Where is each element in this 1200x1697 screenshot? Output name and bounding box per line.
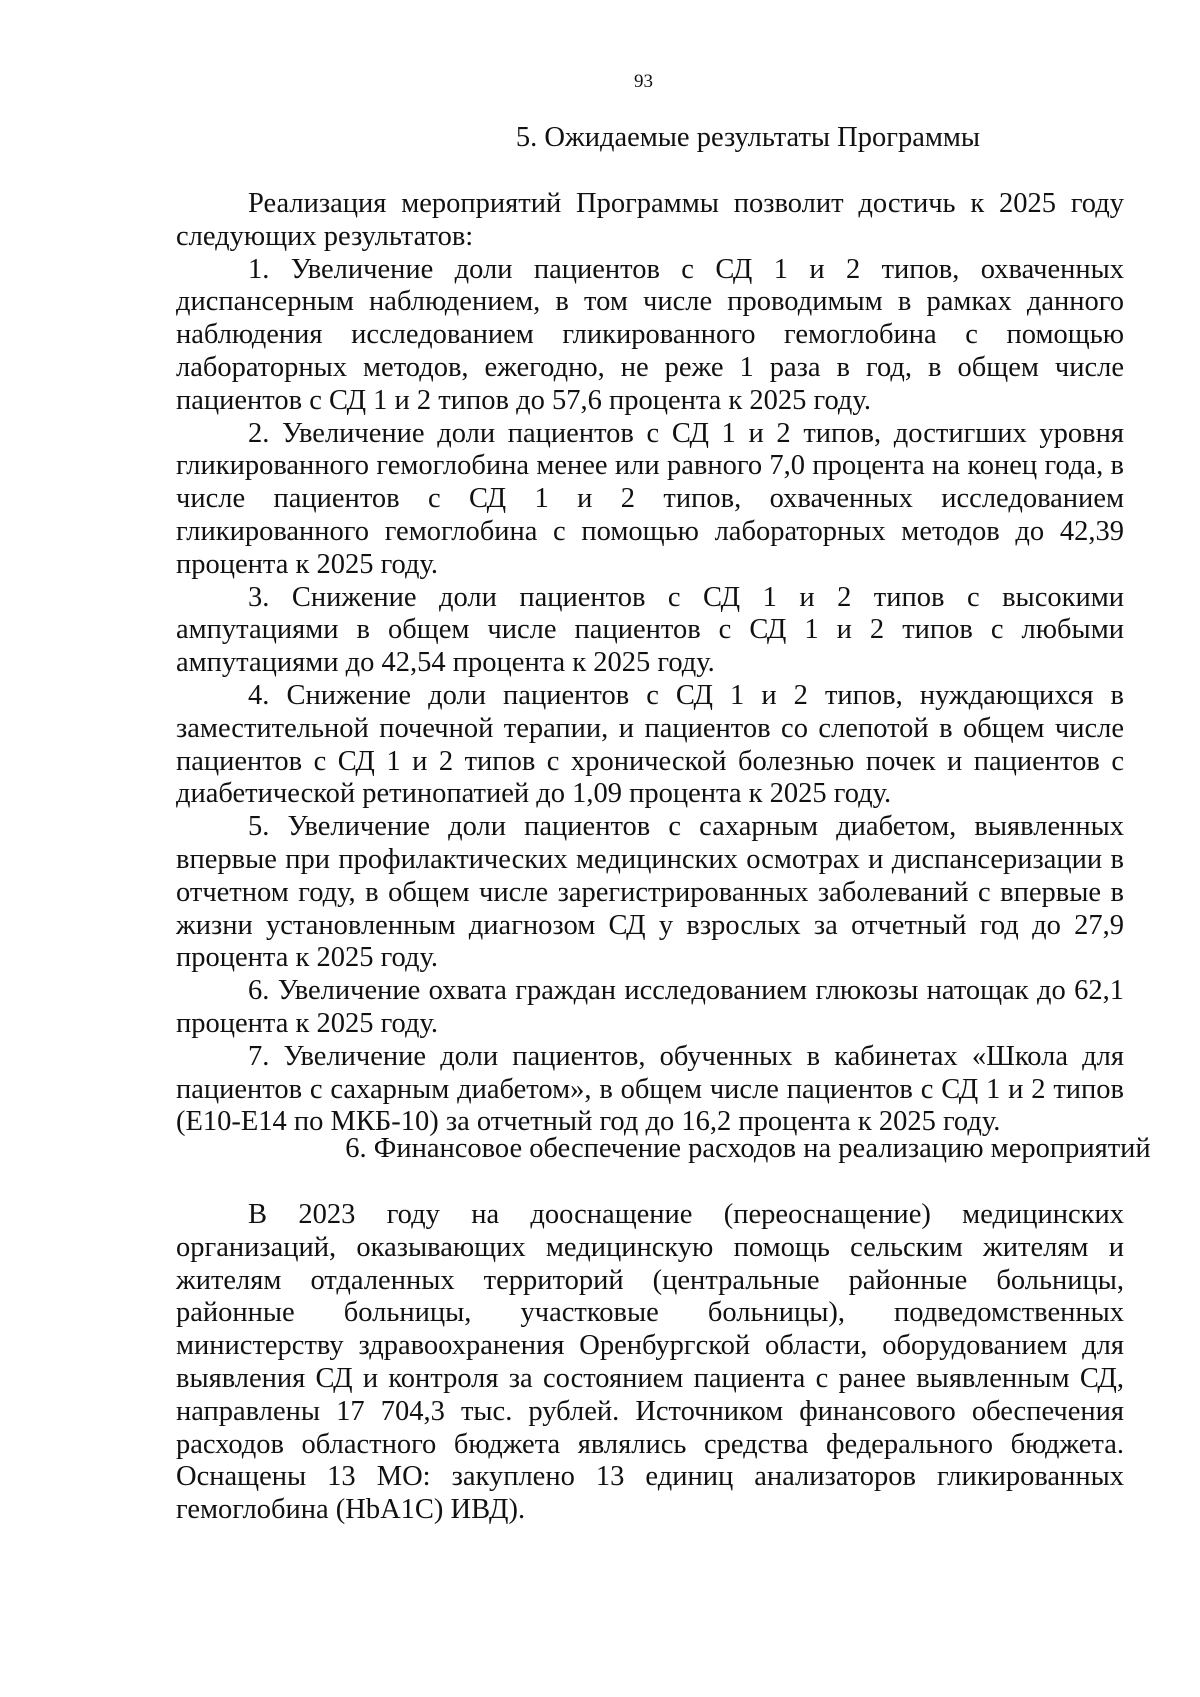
section-6-heading: 6. Финансовое обеспечение расходов на реализацию мероприятий <box>345 1133 1151 1164</box>
section-5-intro: Реализация мероприятий Программы позволит достичь к 2025 году следующих результатов: <box>176 188 1124 252</box>
section-5-heading: 5. Ожидаемые результаты Программы <box>515 122 981 153</box>
result-item-7: 7. Увеличение доли пациентов, обученных в кабинетах «Школа для пациентов с сахарным диабетом», в общем числе пациентов с СД 1 и 2 типов (Е10-Е14 по МКБ-10) за отчетный год до 16,2 процента к 2025 году. <box>176 1040 1124 1138</box>
result-item-3: 3. Снижение доли пациентов с СД 1 и 2 типов с высокими ампутациями в общем числе пациентов с СД 1 и 2 типов с любыми ампутациями до 42,54 процента к 2025 году. <box>176 581 1124 679</box>
result-item-6: 6. Увеличение охвата граждан исследованием глюкозы натощак до 62,1 процента к 2025 году. <box>176 975 1124 1039</box>
section-6-body <box>176 1199 1124 1527</box>
section-5-body <box>176 188 1124 1139</box>
result-item-4: 4. Снижение доли пациентов с СД 1 и 2 типов, нуждающихся в заместительной почечной терапии, и пациентов со слепотой в общем числе пациентов с СД 1 и 2 типов с хронической болезнью почек и пациентов с диабетической ретинопатией до 1,09 процента к 2025 году. <box>176 679 1124 810</box>
result-item-5: 5. Увеличение доли пациентов с сахарным диабетом, выявленных впервые при профилактических медицинских осмотрах и диспансеризации в отчетном году, в общем числе зарегистрированных заболеваний с впервые в жизни установленным диагнозом СД у взрослых за отчетный год до 27,9 процента к 2025 году. <box>176 811 1124 974</box>
result-item-2: 2. Увеличение доли пациентов с СД 1 и 2 типов, достигших уровня гликированного гемоглобина менее или равного 7,0 процента на конец года, в числе пациентов с СД 1 и 2 типов, охваченных исследованием гликированного гемоглобина с помощью лабораторных методов до 42,39 процента к 2025 году. <box>176 417 1124 580</box>
result-item-1: 1. Увеличение доли пациентов с СД 1 и 2 типов, охваченных диспансерным наблюдением, в том числе проводимым в рамках данного наблюдения исследованием гликированного гемоглобина с помощью лабораторных методов, ежегодно, не реже 1 раза в год, в общем числе пациентов с СД 1 и 2 типов до 57,6 процента к 2025 году. <box>176 253 1124 416</box>
financing-paragraph: В 2023 году на дооснащение (переоснащение) медицинских организаций, оказывающих медицинскую помощь сельским жителям и жителям отдаленных территорий (центральные районные больницы, районные больницы, участковые больницы), подведомственных министерству здравоохранения Оренбургской области, оборудованием для выявления СД и контроля за состоянием пациента с ранее выявленным СД, направлены 17 704,3 тыс. рублей. Источником финансового обеспечения расходов областного бюджета являлись средства федерального бюджета. Оснащены 13 МО: закуплено 13 единиц анализаторов гликированных гемоглобина (HbA1C) ИВД). <box>176 1199 1124 1526</box>
page-number: 93 <box>634 71 653 92</box>
